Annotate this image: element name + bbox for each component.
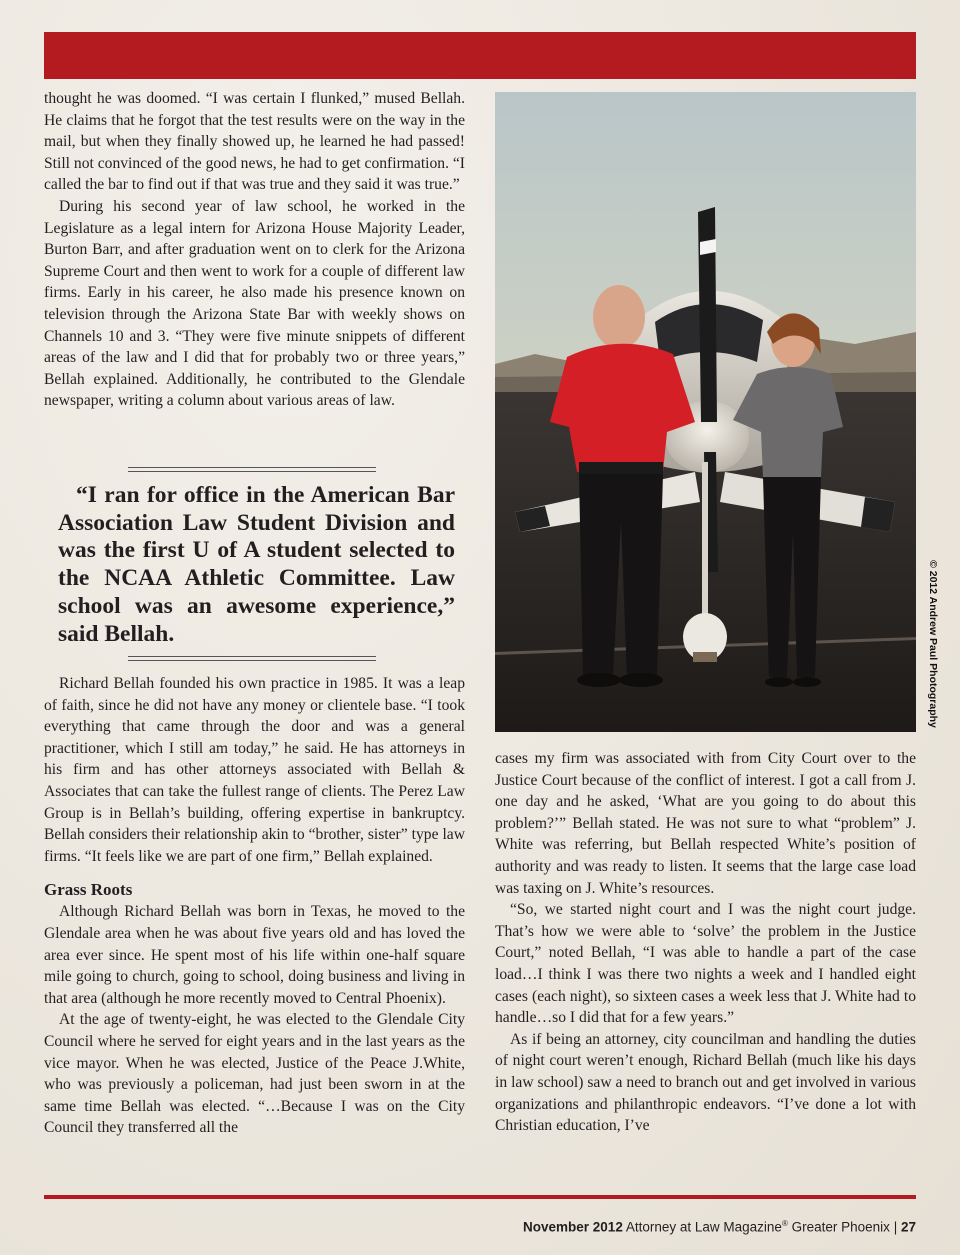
header-color-bar: [44, 32, 916, 79]
pull-quote: [58, 482, 455, 648]
pull-quote-text: “I ran for office in the American Bar Association Law Student Division and was the first U of A student selected to the NCAA Athletic Committee. Law school was an awesome experience,” said Bellah.: [58, 482, 455, 647]
footer-edition: Greater Phoenix: [791, 1219, 890, 1235]
registered-mark: ®: [781, 1219, 788, 1228]
footer-color-rule: [44, 1195, 916, 1199]
paragraph: thought he was doomed. “I was certain I flunked,” mused Bellah. He claims that he forgot that the test results were on the way in the mail, but when they finally showed up, he learned he had passed! Still not convinced of the good news, he had to get confirmation. “I called the bar to find out if that was true and they said it was true.”: [44, 90, 465, 194]
page-footer: [523, 1219, 916, 1235]
paragraph: At the age of twenty-eight, he was elected to the Glendale City Council where he served for eight years and in the last years as the vice mayor. When he was elected, Justice of the Peace J.White, who was previously a policeman, had just been sworn in at the same time Bellah was elected. “…Because I was on the City Council they transferred all the: [44, 1011, 465, 1137]
pull-quote-rule-top: [128, 467, 376, 472]
paragraph: Although Richard Bellah was born in Texas, he moved to the Glendale area when he was about five years old and has loved the area ever since. He spent most of his life within one-half square mile going to church, going to school, doing business and living in that area (although he more recently moved to Central Phoenix).: [44, 903, 465, 1007]
left-column-top: [44, 88, 465, 412]
subhead: Grass Roots: [44, 880, 133, 900]
paragraph: Richard Bellah founded his own practice in 1985. It was a leap of faith, since he did not have any money or clientele base. “I took everything that came through the door and was a general practitioner, which I still am today,” he said. He has attorneys in his firm and has other attorneys associated with Bellah & Associates that can take the fullest range of clients. The Perez Law Group is in Bellah’s building, offering expertise in bankruptcy. Bellah considers their relationship akin to “brother, sister” type law firms. “It feels like we are part of one firm,” Bellah explained.: [44, 675, 465, 865]
footer-separator: |: [893, 1219, 898, 1235]
paragraph: cases my firm was associated with from City Court over to the Justice Court because of the conflict of interest. I got a call from J. one day and he asked, ‘What are you going to do about this problem?’” Bellah stated. He was not sure to what “problem” J. White was referring, but Bellah respected White’s position of authority and was ready to listen. It seems that the large case load was taxing on J. White’s resources.: [495, 750, 916, 897]
paragraph: “So, we started night court and I was the night court judge. That’s how we were able to ‘solve’ the problem in the Justice Court,” noted Bellah, “I was able to handle a part of the case load…I think I was there two nights a week and I handled eight cases (each night), so sixteen cases a week less that J. White had to handle…so I did that for a few years.”: [495, 901, 916, 1027]
right-column: [495, 748, 916, 1137]
photo-illustration: [495, 92, 916, 732]
footer-magazine: Attorney at Law Magazine: [625, 1219, 782, 1235]
paragraph: As if being an attorney, city councilman and handling the duties of night court weren’t enough, Richard Bellah (much like his days in law school) saw a need to branch out and get involved in various organizations and philanthropic endeavors. “I’ve done a lot with Christian education, I’ve: [495, 1030, 916, 1135]
paragraph: During his second year of law school, he worked in the Legislature as a legal intern for Arizona House Majority Leader, Burton Barr, and after graduation went on to clerk for the Arizona Supreme Court and then went to work for a couple of different law firms. Early in his career, he also made his presence known on television through the Arizona State Bar with weekly shows on Channels 10 and 3. “They were five minute snippets of different areas of the law and I did that for probably two or three years,” Bellah explained. Additionally, he contributed to the Glendale newspaper, writing a column about various areas of law.: [44, 197, 465, 410]
photo-couple-with-airplane: [495, 92, 916, 732]
footer-date: November 2012: [523, 1219, 623, 1235]
photo-credit: © 2012 Andrew Paul Photography: [927, 560, 939, 728]
left-column-bottom: [44, 673, 465, 1139]
page-number: 27: [900, 1219, 916, 1235]
pull-quote-rule-bottom: [128, 656, 376, 661]
